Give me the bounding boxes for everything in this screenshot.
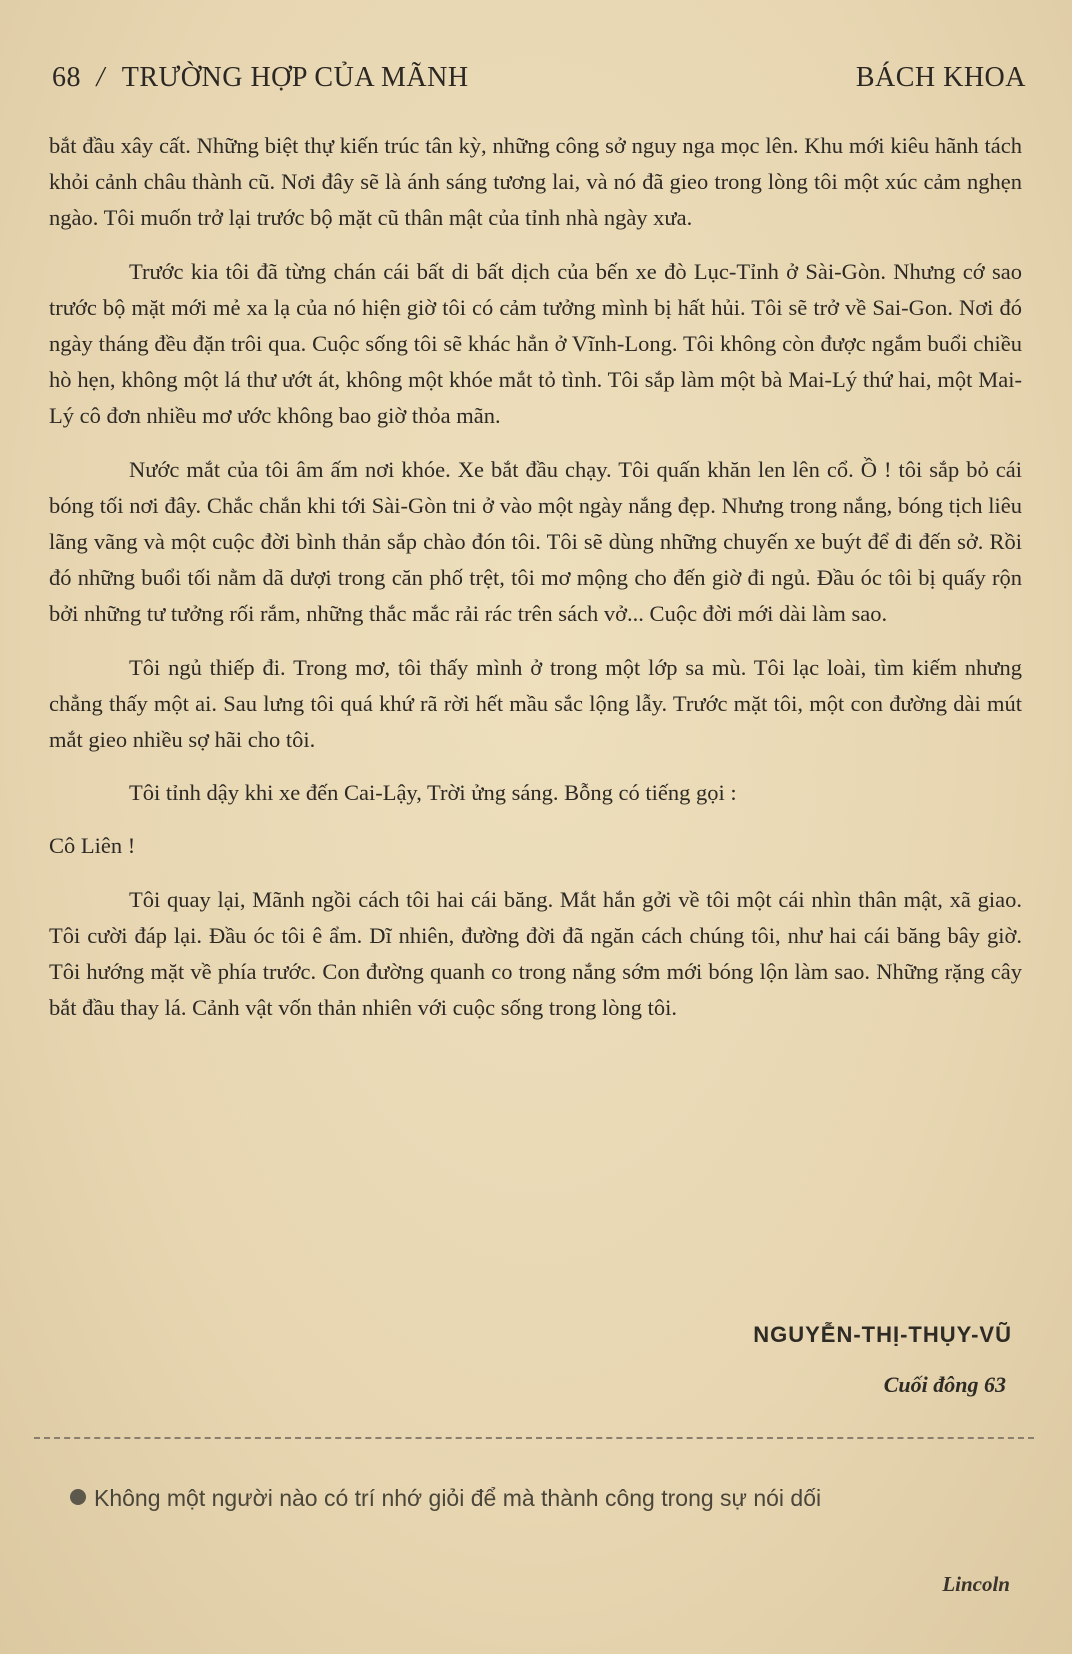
paragraph-3: Nước mắt của tôi âm ấm nơi khóe. Xe bắt đầu chạy. Tôi quấn khăn len lên cổ. Ồ ! tôi sắp bỏ cái bóng tối nơi đây. Chắc chắn khi tới Sài-Gòn tni ở vào một ngày nắng đẹp. Nhưng trong nắng, bóng tịch liêu lãng vãng và một cuộc đời bình thản sắp chào đón tôi. Tôi sẽ dùng những chuyến xe buýt để đi đến sở. Rồi đó những buổi tối nằm dã dượi trong căn phố trệt, tôi mơ mộng cho đến giờ đi ngủ. Đầu óc tôi bị quấy rộn bởi những tư tưởng rối rắm, những thắc mắc rải rác trên sách vở... Cuộc đời mới dài làm sao. [49,456,1022,627]
paragraph-7: Tôi quay lại, Mãnh ngồi cách tôi hai cái băng. Mắt hắn gởi về tôi một cái nhìn thân mật, xã giao. Tôi cười đáp lại. Đầu óc tôi ê ẩm. Dĩ nhiên, đường đời đã ngăn cách chúng tôi, như hai cái băng bây giờ. Tôi hướng mặt về phía trước. Con đường quanh co trong nắng sớm mới bóng lộn làm sao. Những rặng cây bắt đầu thay lá. Cảnh vật vốn thản nhiên với cuộc sống trong lòng tôi. [49,886,1022,1021]
quote-block [94,1480,1024,1516]
paragraph-2: Trước kia tôi đã từng chán cái bất di bất dịch của bến xe đò Lục-Tỉnh ở Sài-Gòn. Nhưng cớ sao trước bộ mặt mới mẻ xa lạ của nó hiện giờ tôi có cảm tưởng mình bị hất hủi. Tôi sẽ trở về Sai-Gon. Nơi đó ngày tháng đều đặn trôi qua. Cuộc sống tôi sẽ khác hẳn ở Vĩnh-Long. Tôi không còn được ngắm buổi chiều hò hẹn, không một lá thư ướt át, không một khóe mắt tỏ tình. Tôi sắp làm một bà Mai-Lý thứ hai, một Mai-Lý cô đơn nhiều mơ ước không bao giờ thỏa mãn. [49,258,1022,429]
story-title: TRƯỜNG HỢP CỦA MÃNH [121,62,469,93]
paragraph-1: bắt đầu xây cất. Những biệt thự kiến trúc tân kỳ, những công sở nguy nga mọc lên. Khu mới kiêu hãnh tách khỏi cảnh châu thành cũ. Nơi đây sẽ là ánh sáng tương lai, và nó đã gieo trong lòng tôi một xúc cảm nghẹn ngào. Tôi muốn trở lại trước bộ mặt cũ thân mật của tỉnh nhà ngày xưa. [49,133,1022,231]
date-signature: Cuối đông 63 [883,1372,1006,1397]
page-header [52,62,1026,102]
magazine-name: BÁCH KHOA [855,62,1026,93]
page-number: 68 [52,62,81,93]
section-divider [34,1437,1034,1439]
quote-author: Lincoln [942,1572,1010,1596]
story-body [49,128,1022,1026]
bullet-icon [70,1489,86,1505]
paragraph-4: Tôi ngủ thiếp đi. Trong mơ, tôi thấy mình ở trong một lớp sa mù. Tôi lạc loài, tìm kiếm nhưng chẳng thấy một ai. Sau lưng tôi quá khứ rã rời hết mầu sắc lộng lẫy. Trước mặt tôi, một con đường dài mút mắt gieo nhiều sợ hãi cho tôi. [49,654,1022,753]
header-separator: / [96,62,105,93]
paragraph-6: Cô Liên ! [49,833,136,859]
author-signature: NGUYỄN-THỊ-THỤY-VŨ [753,1322,1012,1347]
paragraph-5: Tôi tỉnh dậy khi xe đến Cai-Lậy, Trời ửng sáng. Bỗng có tiếng gọi : [129,780,737,806]
quote-text: Không một người nào có trí nhớ giỏi để mà thành công trong sự nói dối [94,1485,822,1511]
header-left [52,62,469,94]
